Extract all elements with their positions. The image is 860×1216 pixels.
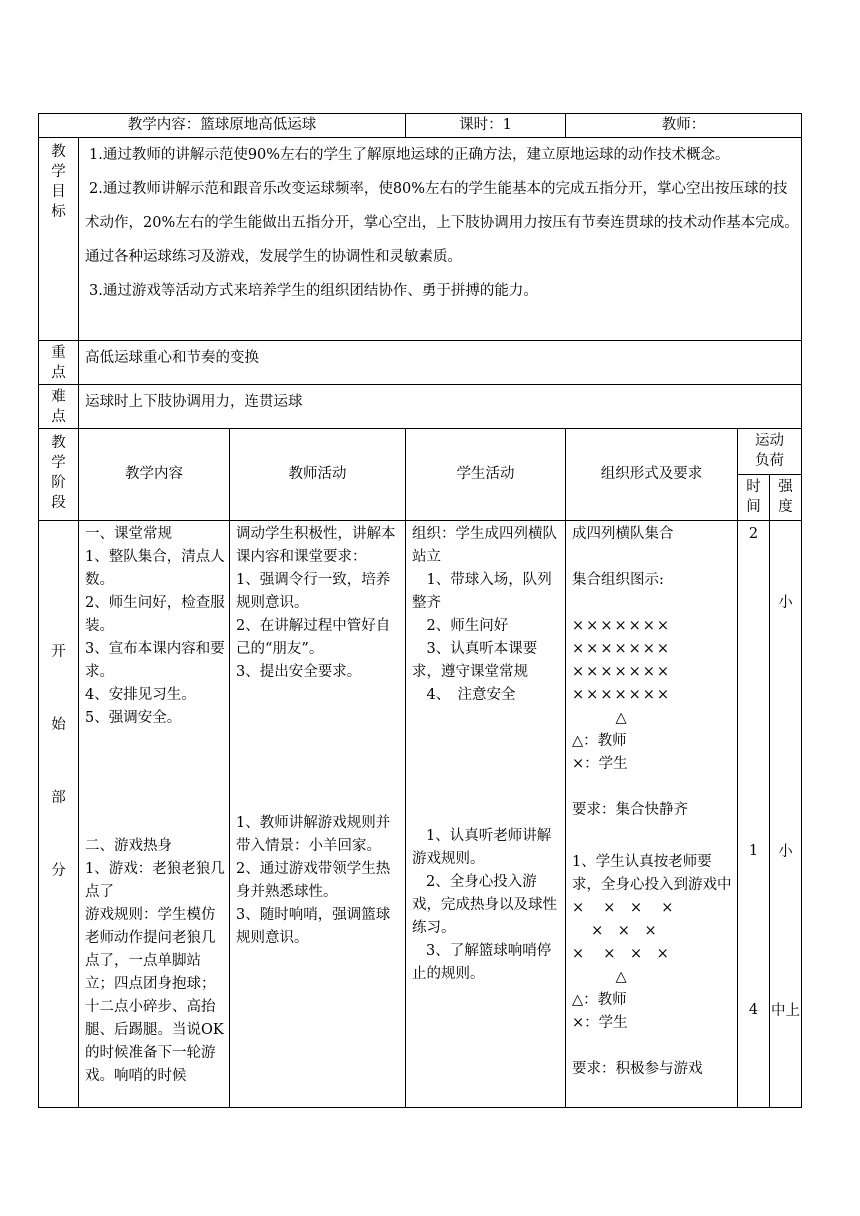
teacher-marker: △ bbox=[572, 710, 627, 726]
formation-row: ××××××× bbox=[572, 687, 672, 703]
header-content: 教学内容：篮球原地高低运球 bbox=[39, 114, 406, 138]
formation-row: × × × × bbox=[572, 900, 674, 916]
section-row bbox=[39, 521, 802, 1108]
header-period: 课时：1 bbox=[406, 114, 566, 138]
col-organization: 组织形式及要求 bbox=[566, 429, 738, 521]
formation-row: ××××××× bbox=[572, 664, 672, 680]
goals-row bbox=[39, 138, 802, 341]
student-cell: 组织：学生成四列横队站立 1、带球入场，队列整齐 2、师生问好 3、认真听本课要求，遵守课堂常规 4、 注意安全 1、认真听老师讲解游戏规则。 2、全身心投入游戏，完成热身以及球性练习。 3、了解篮球响哨停止的规则。 bbox=[406, 521, 566, 1108]
col-stage: 教 学 阶 段 bbox=[39, 429, 79, 521]
difficulty-label: 难 点 bbox=[39, 385, 79, 429]
difficulty-row bbox=[39, 385, 802, 429]
organization-cell: 成四列横队集合 集合组织图示: ××××××× ××××××× ××××××× ××××××× △ △：教师 ×：学生 要求：集合快静齐 1、学生认真按老师要求，全身心投入到游戏中 × × × × × × × × × × × △ △：教师 ×：学生 要求：积极参与游戏 bbox=[566, 521, 738, 1108]
lesson-plan-table bbox=[38, 113, 802, 1108]
key-point-label: 重 点 bbox=[39, 341, 79, 385]
col-load: 运动 负荷 bbox=[738, 429, 802, 475]
formation-row: ××××××× bbox=[572, 618, 672, 634]
column-header-row-1 bbox=[39, 429, 802, 475]
goal-2: 2.通过教师讲解示范和跟音乐改变运球频率，使80%左右的学生能基本的完成五指分开，掌心空出按压球的技术动作，20%左右的学生能做出五指分开，掌心空出，上下肢协调用力按压有节奏连贯球的技术动作基本完成。通过各种运球练习及游戏，发展学生的协调性和灵敏素质。 bbox=[85, 181, 799, 265]
formation-row: × × × bbox=[572, 923, 657, 939]
goal-1: 1.通过教师的讲解示范使90%左右的学生了解原地运球的正确方法，建立原地运球的动作技术概念。 bbox=[89, 147, 730, 163]
header-teacher: 教师： bbox=[566, 114, 802, 138]
difficulty-text: 运球时上下肢协调用力，连贯运球 bbox=[79, 385, 802, 429]
content-cell: 一、课堂常规 1、整队集合，清点人数。 2、师生问好，检查服装。 3、宣布本课内容和要求。 4、安排见习生。 5、强调安全。 二、游戏热身 1、游戏：老狼老狼几点了 游戏规则：学生模仿老师动作提问老狼几点了，一点单脚站立；四点团身抱球；十二点小碎步、高抬腿、后踢腿。当说OK的时候准备下一轮游戏。响哨的时候 bbox=[79, 521, 230, 1108]
formation-row: × × × × bbox=[572, 946, 669, 962]
col-student: 学生活动 bbox=[406, 429, 566, 521]
col-intensity: 强 度 bbox=[770, 475, 802, 521]
formation-row: ××××××× bbox=[572, 641, 672, 657]
col-time: 时 间 bbox=[738, 475, 770, 521]
time-cell: 2 1 4 bbox=[738, 521, 770, 1108]
goal-3: 3.通过游戏等活动方式来培养学生的组织团结协作、勇于拼搏的能力。 bbox=[89, 283, 538, 299]
stage-label: 开 始 部 分 bbox=[39, 521, 79, 1108]
teacher-marker: △ bbox=[572, 969, 627, 985]
col-teacher: 教师活动 bbox=[230, 429, 406, 521]
goals-label: 教 学 目 标 bbox=[39, 138, 79, 341]
key-point-row bbox=[39, 341, 802, 385]
teacher-cell: 调动学生积极性，讲解本课内容和课堂要求： 1、强调令行一致，培养规则意识。 2、在讲解过程中管好自己的“朋友”。 3、提出安全要求。 1、教师讲解游戏规则并带入情景：小羊回家。 2、通过游戏带领学生热身并熟悉球性。 3、随时响哨，强调篮球规则意识。 bbox=[230, 521, 406, 1108]
intensity-cell: 小 小 中上 bbox=[770, 521, 802, 1108]
goals-text bbox=[79, 138, 802, 341]
key-point-text: 高低运球重心和节奏的变换 bbox=[79, 341, 802, 385]
lesson-plan bbox=[38, 113, 801, 1108]
header-row bbox=[39, 114, 802, 138]
col-content: 教学内容 bbox=[79, 429, 230, 521]
